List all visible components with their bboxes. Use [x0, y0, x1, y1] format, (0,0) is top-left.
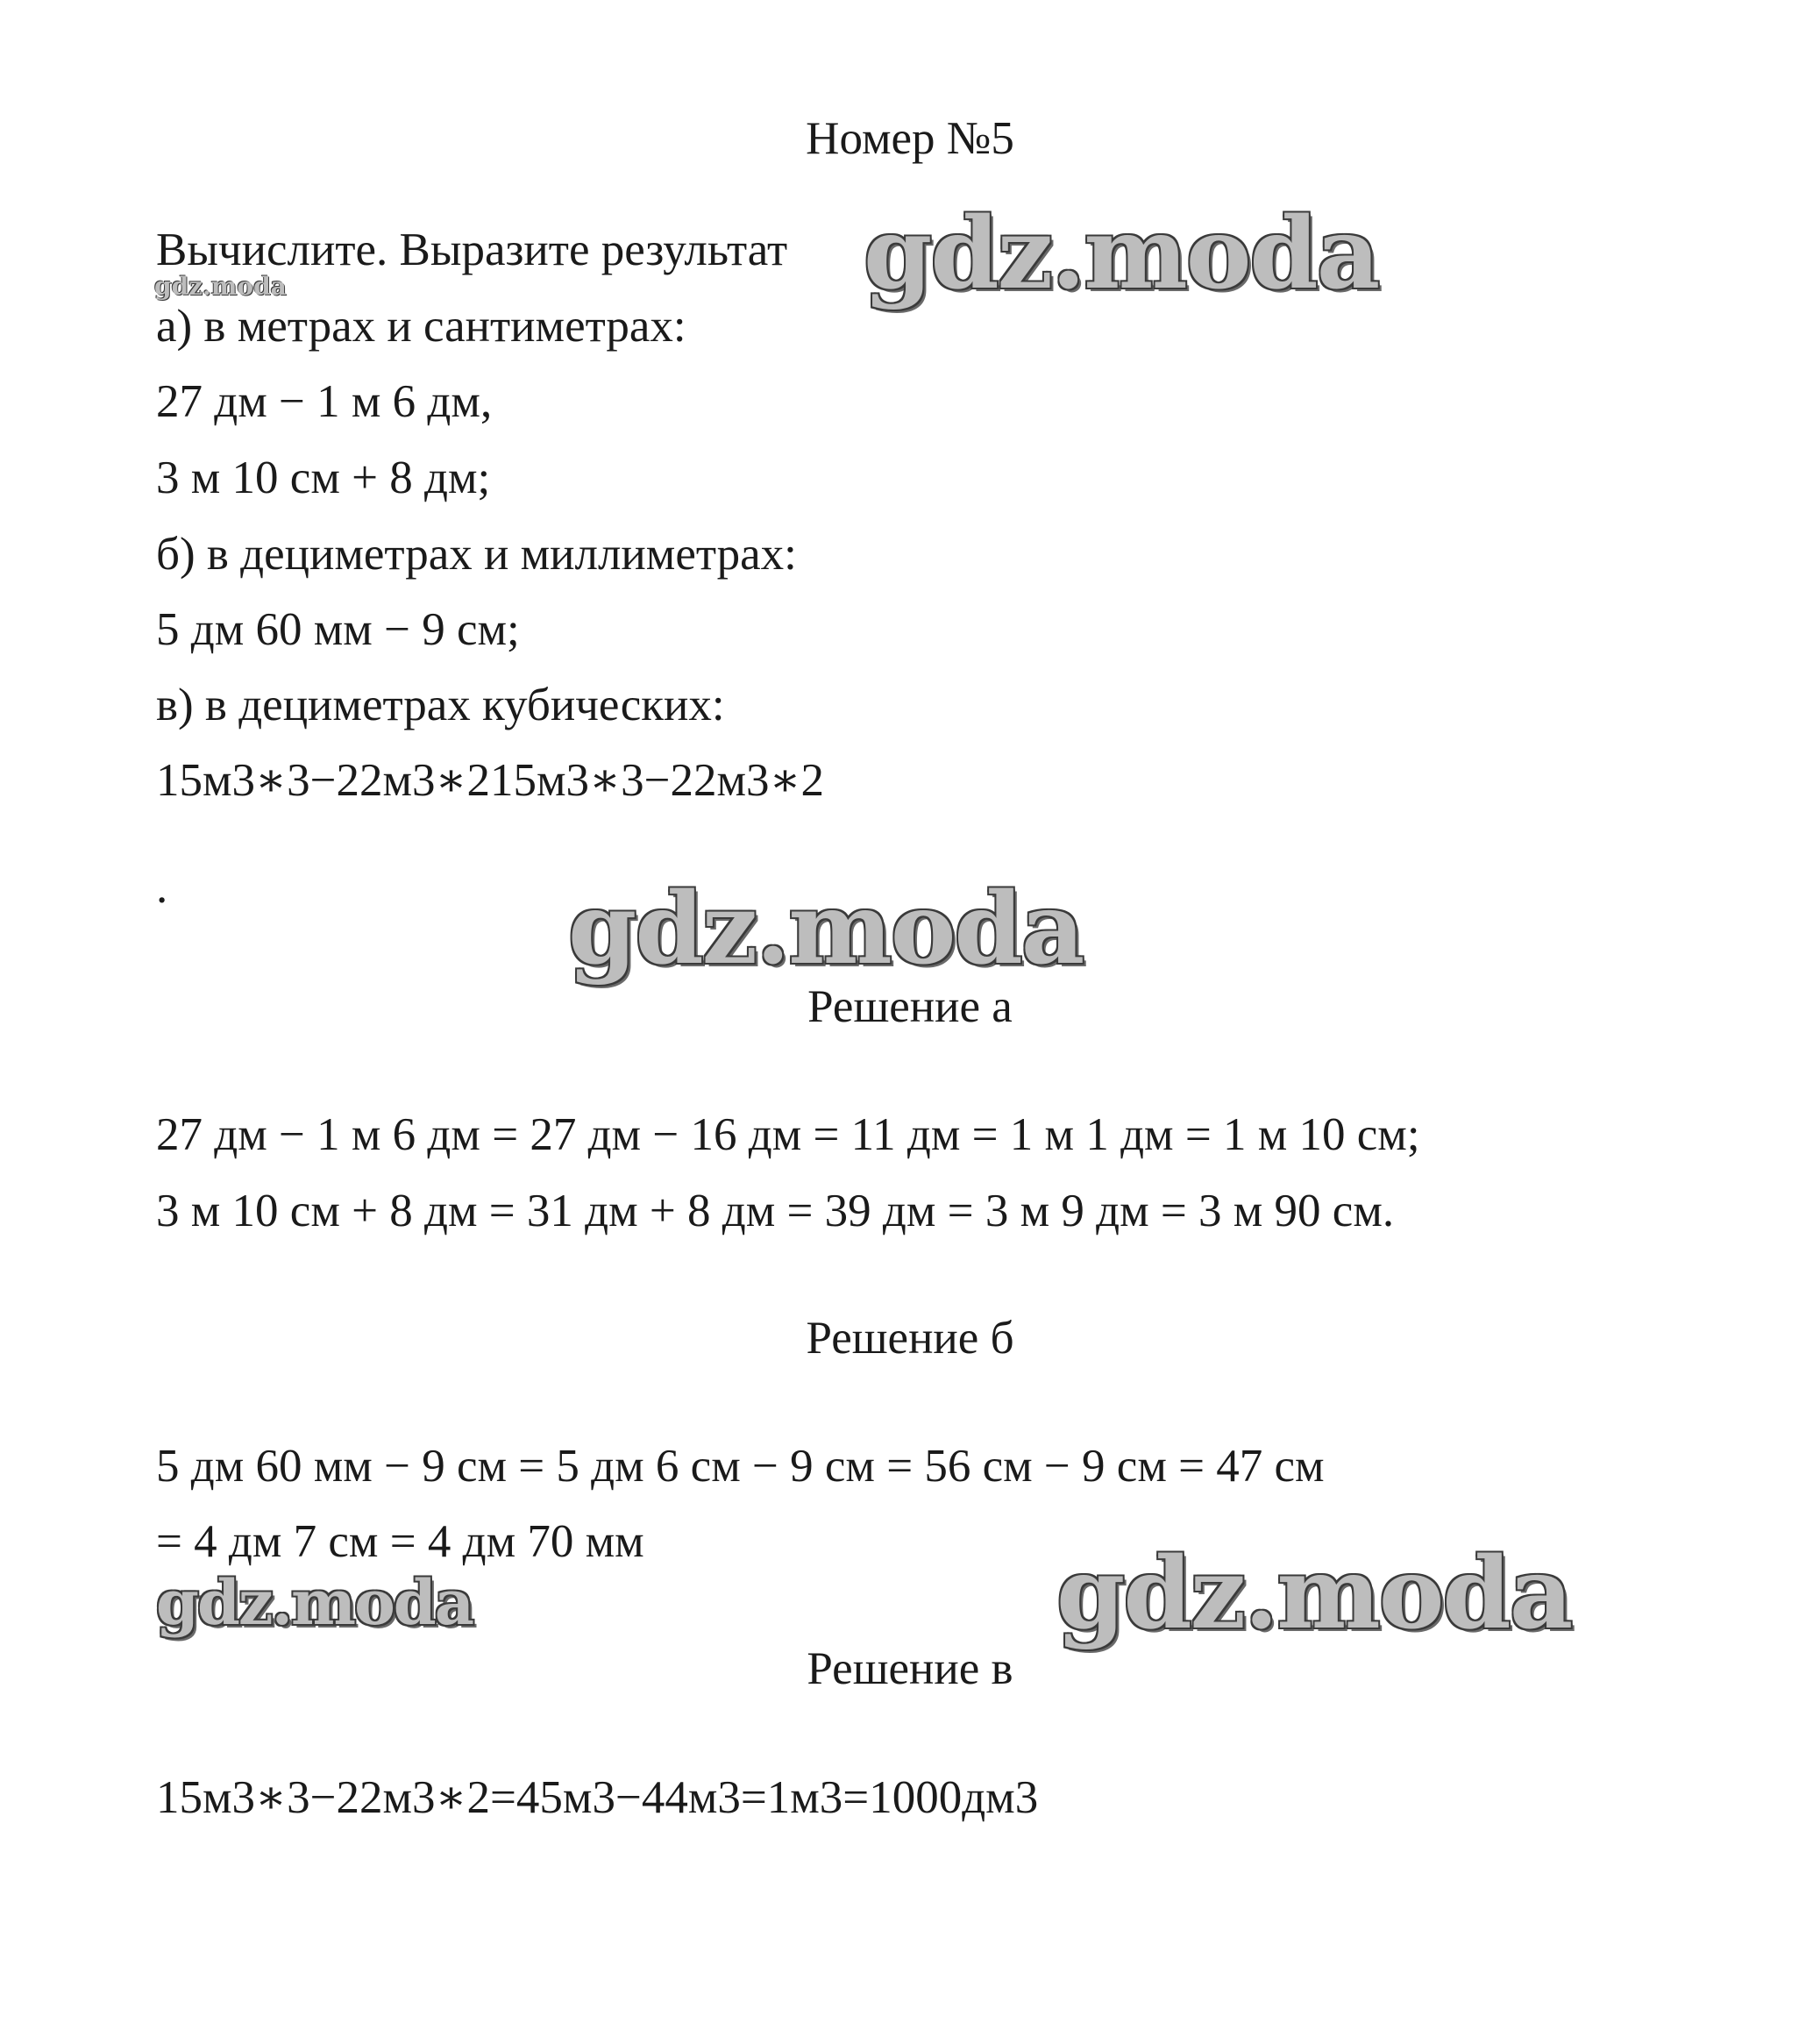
watermark-logo: gdz.moda [1056, 1536, 1572, 1651]
task-part-c-expr1: 15м3∗3−22м3∗215м3∗3−22м3∗2 [156, 755, 825, 806]
solution-c-line1: 15м3∗3−22м3∗2=45м3−44м3=1м3=1000дм3 [156, 1772, 1039, 1823]
solution-a-line1: 27 дм − 1 м 6 дм = 27 дм − 16 дм = 11 дм = 1 м 1 дм = 1 м 10 см; [156, 1109, 1420, 1160]
watermark-logo: gdz.moda [568, 872, 1084, 987]
task-part-b-expr1: 5 дм 60 мм − 9 см; [156, 604, 520, 655]
task-part-a-expr2: 3 м 10 см + 8 дм; [156, 452, 491, 503]
watermark-logo: gdz.moda [156, 1566, 473, 1639]
task-part-a-expr1: 27 дм − 1 м 6 дм, [156, 376, 493, 427]
watermark-logo: gdz.moda [864, 196, 1379, 311]
task-part-a-label: а) в метрах и сантиметрах: [156, 301, 686, 352]
solution-c-heading: Решение в [807, 1643, 1013, 1694]
watermark-logo: gdz.moda [154, 272, 287, 301]
solution-a-heading: Решение а [807, 981, 1013, 1032]
task-dot: . [156, 862, 168, 913]
solution-b-line1: 5 дм 60 мм − 9 см = 5 дм 6 см − 9 см = 56 см − 9 см = 47 см [156, 1441, 1325, 1492]
task-intro: Вычислите. Выразите результат [156, 224, 788, 275]
page-title: Номер №5 [806, 113, 1014, 164]
task-part-b-label: б) в дециметрах и миллиметрах: [156, 529, 797, 580]
solution-b-heading: Решение б [806, 1313, 1014, 1364]
task-part-c-label: в) в дециметрах кубических: [156, 680, 725, 730]
solution-a-line2: 3 м 10 см + 8 дм = 31 дм + 8 дм = 39 дм = 3 м 9 дм = 3 м 90 см. [156, 1186, 1395, 1236]
solution-b-line2: = 4 дм 7 см = 4 дм 70 мм [156, 1516, 644, 1567]
